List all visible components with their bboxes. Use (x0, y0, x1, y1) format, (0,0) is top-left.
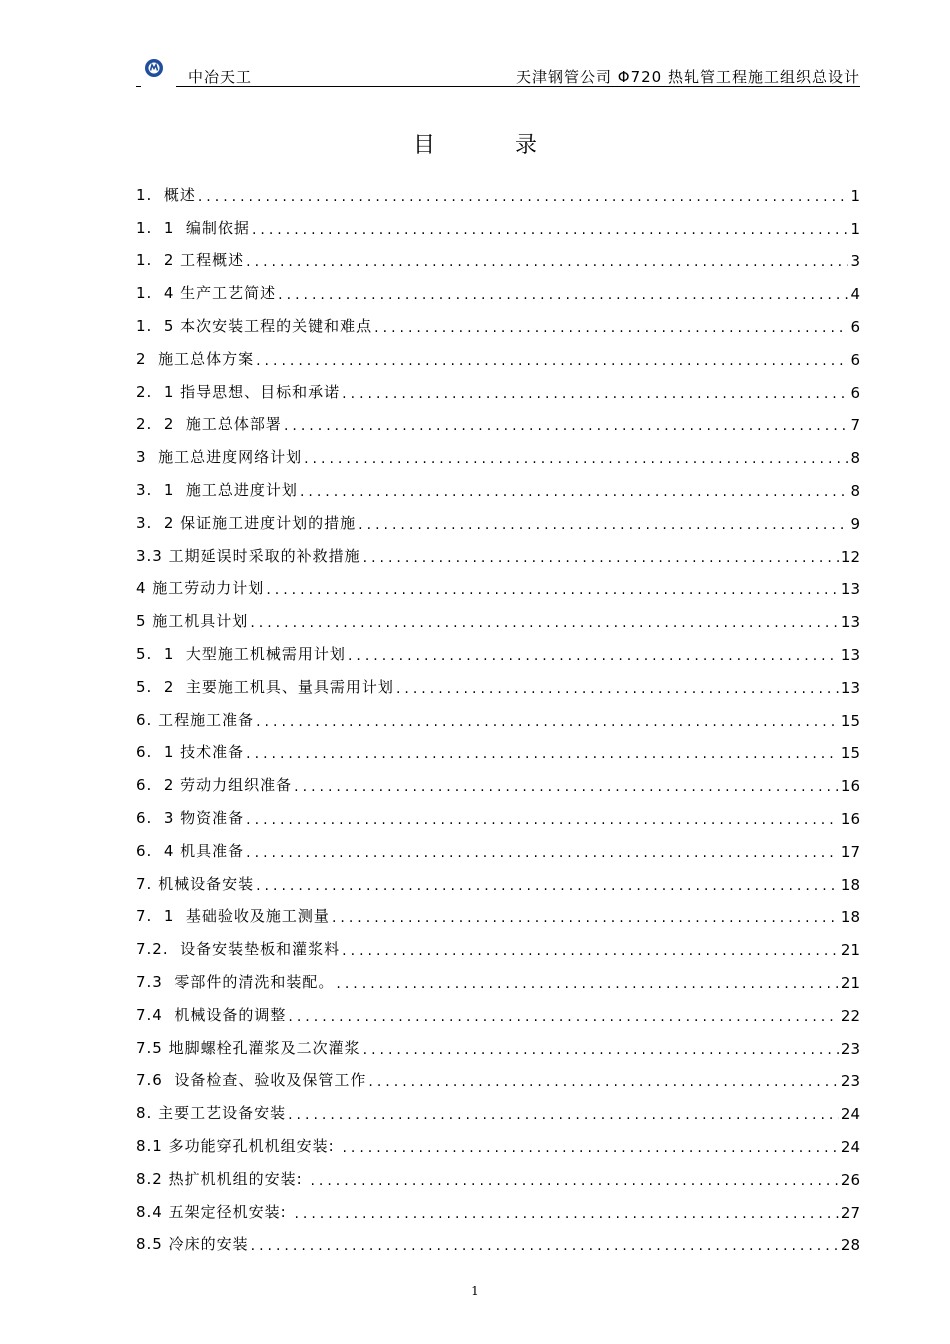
toc-entry[interactable] (136, 894, 860, 927)
toc-entry-page: 17 (840, 842, 860, 861)
page-number: 1 (471, 1284, 479, 1298)
toc-dot-leader (363, 550, 839, 566)
toc-entry-label: 7. 机械设备安装 (136, 874, 255, 893)
toc-entry-label: 7.5 地脚螺栓孔灌浆及二次灌浆 (136, 1038, 361, 1057)
toc-entry-label: 7.6 设备检查、验收及保管工作 (136, 1071, 367, 1090)
toc-entry-label: 6. 3 物资准备 (136, 808, 245, 827)
toc-entry[interactable] (136, 1156, 860, 1189)
toc-entry-label: 2. 1 指导思想、目标和承诺 (136, 382, 341, 401)
toc-entry-page: 24 (840, 1105, 860, 1124)
header-tick (136, 86, 141, 87)
toc-entry[interactable] (136, 402, 860, 435)
toc-entry-page: 1 (850, 186, 860, 205)
toc-dot-leader (348, 648, 839, 664)
toc-dot-leader (374, 320, 848, 336)
toc-dot-leader (342, 943, 839, 959)
toc-entry-label: 7. 1 基础验收及施工测量 (136, 907, 330, 926)
toc-entry[interactable] (136, 1025, 860, 1058)
page-header (136, 62, 860, 90)
toc-entry[interactable] (136, 238, 860, 271)
toc-dot-leader (278, 287, 848, 303)
toc-entry-page: 18 (840, 908, 860, 927)
toc-entry[interactable] (136, 205, 860, 238)
toc-entry[interactable] (136, 270, 860, 303)
toc-dot-leader (358, 517, 848, 533)
toc-entry-label: 5 施工机具计划 (136, 612, 249, 631)
toc-entry-page: 8 (850, 481, 860, 500)
toc-dot-leader (246, 254, 848, 270)
toc-entry[interactable] (136, 336, 860, 369)
toc-entry-page: 9 (850, 514, 860, 533)
toc-entry-page: 24 (840, 1137, 860, 1156)
toc-entry-page: 21 (840, 973, 860, 992)
toc-entry-page: 8 (850, 449, 860, 468)
toc-entry-label: 7.4 机械设备的调整 (136, 1005, 287, 1024)
toc-dot-leader (336, 976, 839, 992)
toc-dot-leader (288, 1107, 839, 1123)
toc-entry-label: 6. 1 技术准备 (136, 743, 245, 762)
toc-heading (0, 128, 950, 159)
toc-dot-leader (288, 1009, 839, 1025)
toc-dot-leader (332, 910, 839, 926)
toc-dot-leader (251, 1238, 839, 1254)
toc-entry[interactable] (136, 926, 860, 959)
toc-entry[interactable] (136, 303, 860, 336)
toc-heading-char: 目 (412, 133, 435, 158)
toc-entry-page: 15 (840, 744, 860, 763)
toc-entry[interactable] (136, 566, 860, 599)
toc-entry[interactable] (136, 434, 860, 467)
toc-entry-label: 7.3 零部件的清洗和装配。 (136, 972, 335, 991)
toc-dot-leader (256, 353, 848, 369)
table-of-contents (136, 172, 860, 1254)
toc-entry[interactable] (136, 762, 860, 795)
toc-dot-leader (310, 1173, 838, 1189)
toc-entry-page: 3 (850, 252, 860, 271)
toc-entry[interactable] (136, 828, 860, 861)
toc-entry-label: 8.4 五架定径机安装: (136, 1202, 293, 1221)
toc-entry-page: 13 (840, 645, 860, 664)
toc-entry-label: 2 施工总体方案 (136, 349, 255, 368)
toc-entry-label: 1. 1 编制依据 (136, 218, 250, 237)
toc-dot-leader (368, 1074, 839, 1090)
toc-dot-leader (294, 1206, 838, 1222)
toc-dot-leader (304, 451, 848, 467)
toc-dot-leader (246, 746, 839, 762)
toc-dot-leader (246, 845, 839, 861)
toc-entry-label: 6. 4 机具准备 (136, 841, 245, 860)
toc-entry-label: 8.2 热扩机机组的安装: (136, 1169, 309, 1188)
toc-entry-label: 7.2. 设备安装垫板和灌浆料 (136, 940, 341, 959)
toc-entry-page: 16 (840, 809, 860, 828)
toc-entry-label: 6. 2 劳动力组织准备 (136, 776, 293, 795)
toc-dot-leader (300, 484, 849, 500)
toc-entry-page: 6 (850, 317, 860, 336)
toc-entry[interactable] (136, 992, 860, 1025)
toc-dot-leader (363, 1042, 839, 1058)
company-name: 中冶天工 (188, 68, 253, 86)
toc-entry-label: 6. 工程施工准备 (136, 710, 255, 729)
toc-entry-label: 1. 4 生产工艺简述 (136, 284, 277, 303)
toc-dot-leader (198, 189, 849, 205)
toc-dot-leader (246, 812, 839, 828)
toc-entry[interactable] (136, 795, 860, 828)
toc-entry-page: 23 (840, 1039, 860, 1058)
toc-entry-page: 7 (850, 416, 860, 435)
toc-dot-leader (284, 418, 849, 434)
toc-dot-leader (252, 222, 849, 238)
toc-entry-page: 18 (840, 875, 860, 894)
toc-entry[interactable] (136, 172, 860, 205)
toc-entry[interactable] (136, 1090, 860, 1123)
toc-entry[interactable] (136, 959, 860, 992)
toc-dot-leader (256, 878, 839, 894)
toc-entry[interactable] (136, 730, 860, 763)
toc-entry-label: 8.5 冷床的安装 (136, 1235, 249, 1254)
toc-entry-page: 12 (840, 547, 860, 566)
toc-entry-page: 15 (840, 711, 860, 730)
toc-entry-page: 22 (840, 1006, 860, 1025)
toc-entry-label: 8. 主要工艺设备安装 (136, 1104, 287, 1123)
toc-entry-page: 23 (840, 1072, 860, 1091)
toc-entry[interactable] (136, 664, 860, 697)
toc-entry[interactable] (136, 861, 860, 894)
document-title: 天津钢管公司 Φ720 热轧管工程施工组织总设计 (516, 68, 860, 86)
toc-entry-label: 8.1 多功能穿孔机机组安装: (136, 1136, 341, 1155)
toc-entry[interactable] (136, 1222, 860, 1255)
toc-entry[interactable] (136, 1189, 860, 1222)
toc-entry-page: 26 (840, 1170, 860, 1189)
toc-entry[interactable] (136, 369, 860, 402)
toc-dot-leader (396, 681, 839, 697)
toc-entry[interactable] (136, 631, 860, 664)
toc-dot-leader (342, 1140, 838, 1156)
toc-entry-page: 1 (850, 219, 860, 238)
toc-entry-label: 1. 5 本次安装工程的关键和难点 (136, 316, 373, 335)
toc-entry-page: 28 (840, 1236, 860, 1255)
toc-entry-label: 5. 2 主要施工机具、量具需用计划 (136, 677, 394, 696)
toc-dot-leader (342, 386, 848, 402)
toc-entry[interactable] (136, 1123, 860, 1156)
toc-entry[interactable] (136, 697, 860, 730)
toc-entry[interactable] (136, 467, 860, 500)
toc-heading-char: 录 (515, 133, 538, 158)
toc-entry-page: 27 (840, 1203, 860, 1222)
toc-entry-label: 5. 1 大型施工机械需用计划 (136, 644, 346, 663)
toc-entry-page: 13 (840, 678, 860, 697)
toc-entry-page: 4 (850, 285, 860, 304)
toc-entry-label: 3.3 工期延误时采取的补救措施 (136, 546, 361, 565)
toc-entry-label: 3. 1 施工总进度计划 (136, 480, 298, 499)
toc-entry[interactable] (136, 500, 860, 533)
toc-dot-leader (250, 615, 839, 631)
toc-entry-page: 21 (840, 941, 860, 960)
toc-entry-label: 4 施工劳动力计划 (136, 579, 265, 598)
header-rule (176, 86, 860, 87)
toc-entry[interactable] (136, 1058, 860, 1091)
company-logo-icon (144, 58, 164, 78)
toc-entry-page: 6 (850, 350, 860, 369)
toc-dot-leader (294, 779, 839, 795)
toc-entry-page: 16 (840, 777, 860, 796)
toc-entry[interactable] (136, 533, 860, 566)
toc-entry-label: 1. 概述 (136, 185, 196, 204)
toc-entry-page: 13 (840, 580, 860, 599)
toc-entry-label: 3. 2 保证施工进度计划的措施 (136, 513, 357, 532)
toc-dot-leader (256, 714, 839, 730)
toc-dot-leader (266, 582, 839, 598)
toc-entry-label: 3 施工总进度网络计划 (136, 448, 303, 467)
toc-entry-label: 2. 2 施工总体部署 (136, 415, 282, 434)
toc-entry[interactable] (136, 598, 860, 631)
toc-entry-label: 1. 2 工程概述 (136, 251, 245, 270)
toc-entry-page: 13 (840, 613, 860, 632)
toc-entry-page: 6 (850, 383, 860, 402)
